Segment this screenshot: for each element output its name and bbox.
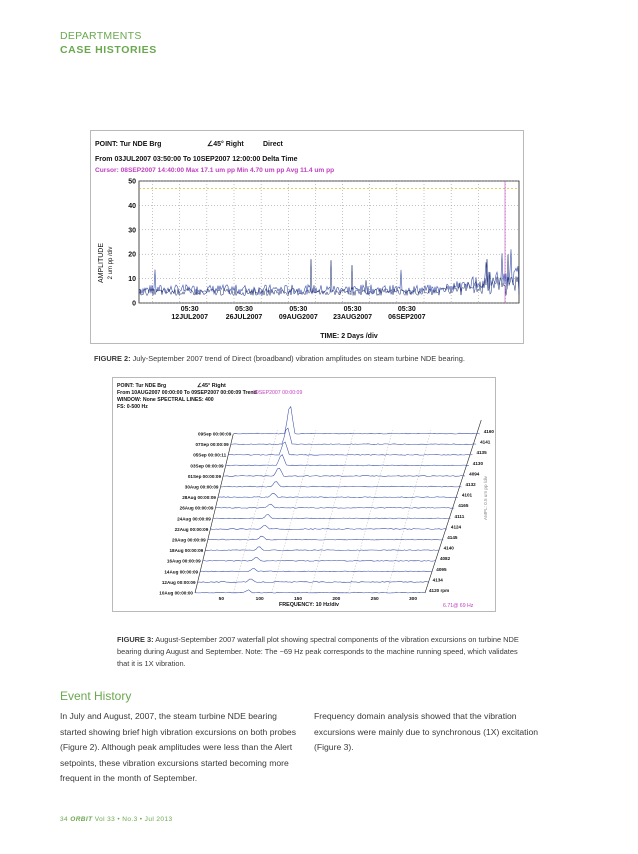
fig2-xlabel: TIME: 2 Days /div [320,333,378,340]
fig3-cursor-date: 09SEP2007 00:00:09 [253,390,303,396]
waterfall-rpm-label: 4135 [476,450,487,456]
waterfall-rpm-label: 4141 [480,439,491,445]
fig3-x-tick-label: 150 [293,597,303,602]
fig3-header-line: POINT: Tur NDE Brg [117,383,167,389]
fig3-x-tick-label: 100 [255,597,264,602]
waterfall-date-label: 07Sep 00:00:09 [195,442,229,448]
waterfall-rpm-label: 4165 [458,503,469,509]
event-history-column-1: In July and August, 2007, the steam turbine NDE bearing started showing brief high vibration excursions on both probes (Figure 2). Although peak amplitudes were less than the Alert setpoints, these vibration excursions started becoming more frequent in the month of September. [60,711,296,783]
fig3-angle: ∠45° Right [197,383,226,389]
waterfall-spectrum-line [205,547,439,551]
waterfall-date-label: 30Aug 00:00:09 [184,484,219,490]
waterfall-date-label: 18Aug 00:00:09 [169,548,204,554]
waterfall-rpm-label: 4120 rpm [429,588,450,593]
waterfall-spectrum-line [198,579,429,582]
waterfall-spectrum-line [213,514,451,518]
fig3-header [117,383,257,410]
waterfall-rpm-label: 4145 [447,535,458,540]
section-label: CASE HISTORIES [60,44,157,56]
figure-2-caption-label: FIGURE 2: [94,354,131,363]
fig2-ylabel-sub: 2 um pp /div [108,246,114,280]
fig2-x-tick-date: 06SEP2007 [388,314,426,321]
waterfall-spectrum-line [210,525,447,529]
fig2-x-tick-date: 26JUL2007 [225,314,263,321]
waterfall-spectrum-line [231,428,476,445]
fig2-x-tick-time: 05:30 [235,306,253,313]
fig2-ylabel: AMPLITUDE [98,242,105,284]
waterfall-date-label: 03Sep 00:00:09 [190,463,224,469]
trend-trace-probe-y [139,255,519,296]
waterfall-date-label: 05Sep 00:00:11 [193,452,227,458]
event-history-column-2: Frequency domain analysis showed that the vibration excursions were mainly due to synchronous (1X) excitation (Figure 3). [314,711,539,752]
fig2-x-tick-time: 05:30 [397,306,416,313]
fig2-x-tick-time: 05:30 [343,306,362,313]
fig3-side-label: AMPL: 0.5 um pp /div [483,476,488,520]
waterfall-rpm-label: 4101 [461,492,473,498]
figure-2-trend-plot [90,130,524,344]
fig3-header-line: FS: 0-500 Hz [117,404,148,410]
waterfall-date-label: 28Aug 00:00:09 [182,495,216,501]
waterfall-date-label: 26Aug 00:00:09 [179,505,214,511]
fig2-y-tick-labels [128,179,136,308]
fig2-x-tick-date: 09AUG2007 [278,314,318,321]
fig2-x-tick-time: 05:30 [289,306,308,313]
waterfall-rpm-label: 4082 [439,556,451,562]
department-label: DEPARTMENTS [60,30,142,42]
waterfall-date-label: 14Aug 00:00:09 [164,569,199,575]
fig2-cursor-readout: Cursor: 08SEP2007 14:40:00 Max 17.1 um pp Min 4.70 um pp Avg 11.4 um pp [95,167,335,174]
magazine-brand: ORBIT [70,816,93,823]
fig3-freq-gridline [348,430,392,593]
waterfall-rpm-label: 4095 [436,566,447,572]
waterfall-spectrum-line [233,407,479,434]
fig2-y-tick-label: 10 [128,276,136,284]
fig2-x-tick-time: 05:30 [180,306,199,313]
fig3-x-tick-label: 300 [408,597,418,602]
waterfall-spectrum-line [218,493,458,497]
waterfall-date-label: 09Sep 00:00:09 [198,431,232,437]
waterfall-date-label: 22Aug 00:00:09 [174,526,209,532]
page-number: 34 [60,816,69,823]
waterfall-date-label: 20Aug 00:00:09 [172,537,206,543]
fig3-cursor-readout: 6.71@ 69 Hz [443,603,474,609]
waterfall-rpm-label: 4134 [432,577,443,583]
fig2-mode: Direct [263,141,283,148]
fig2-y-tick-label: 40 [128,202,136,210]
figure-3-caption [117,634,527,670]
fig3-x-tick-label: 250 [370,597,379,602]
fig3-x-tick-label: 50 [218,597,225,602]
waterfall-date-label: 24Aug 00:00:09 [177,516,211,522]
waterfall-spectrum-line [221,482,462,487]
fig3-header-line: From 10AUG2007 00:00:00 To 09SEP2007 00:00:09 Trend [117,390,257,396]
fig3-header-line: WINDOW: None SPECTRAL LINES: 400 [117,397,214,403]
fig3-xlabel: FREQUENCY: 10 Hz/div [278,602,340,608]
waterfall-rpm-label: 4132 [465,482,476,487]
waterfall-date-label: 10Aug 00:00:00 [159,590,193,596]
fig2-y-tick-label: 50 [128,178,136,186]
waterfall-date-label: 12Aug 00:00:09 [161,579,196,585]
fig3-x-tick-label: 200 [332,597,341,602]
waterfall-date-label: 01Sep 00:00:09 [187,473,222,479]
fig2-y-tick-label: 20 [128,251,136,259]
figure-3-waterfall-plot [112,377,496,612]
trend-trace-probe-x [139,249,519,294]
fig3-waterfall-body [159,407,494,602]
fig2-x-tick-date: 23AUG2007 [333,314,373,321]
fig2-range: From 03JUL2007 03:50:00 To 10SEP2007 12:00:00 Delta Time [95,156,298,163]
waterfall-spectrum-line [208,536,443,540]
event-history-heading: Event History [60,689,132,703]
fig2-x-tick-labels [171,306,425,321]
waterfall-rpm-label: 4160 [483,429,494,434]
waterfall-rpm-label: 4111 [454,513,465,519]
waterfall-spectrum-line [215,504,454,508]
figure-2-caption [94,353,534,365]
fig3-right-axis [425,420,481,593]
waterfall-rpm-label: 4140 [443,545,454,551]
trend-chart [91,131,523,343]
figure-2-caption-text: July-September 2007 trend of Direct (broadband) vibration amplitudes on steam turbine NDE bearing. [130,354,465,363]
fig2-angle: ∠45° Right [207,141,244,148]
figure-3-caption-label: FIGURE 3: [117,635,154,644]
fig2-y-tick-label: 30 [128,227,136,235]
waterfall-date-label: 16Aug 00:00:09 [166,558,201,564]
fig3-freq-gridline [272,430,316,593]
waterfall-rpm-label: 4124 [450,524,462,530]
page-footer [60,816,172,823]
fig2-x-tick-date: 12JUL2007 [171,314,209,321]
waterfall-spectrum-line [223,468,465,476]
waterfall-rpm-label: 4130 [472,460,484,466]
figure-3-caption-text: August-September 2007 waterfall plot showing spectral components of the vibration excursions on turbine NDE bearing during August and September. Note: The ~69 Hz peak corresponds to the machine running speed, which validates that it is 1X vibration. [117,635,519,668]
waterfall-chart [113,378,495,611]
waterfall-rpm-label: 4094 [469,471,480,477]
fig2-point: POINT: Tur NDE Brg [95,141,162,148]
fig3-left-axis [195,431,233,593]
fig2-y-tick-label: 0 [132,300,136,308]
issue-info: Vol 33 • No.3 • Jul 2013 [94,816,173,823]
waterfall-spectrum-line [200,569,432,572]
